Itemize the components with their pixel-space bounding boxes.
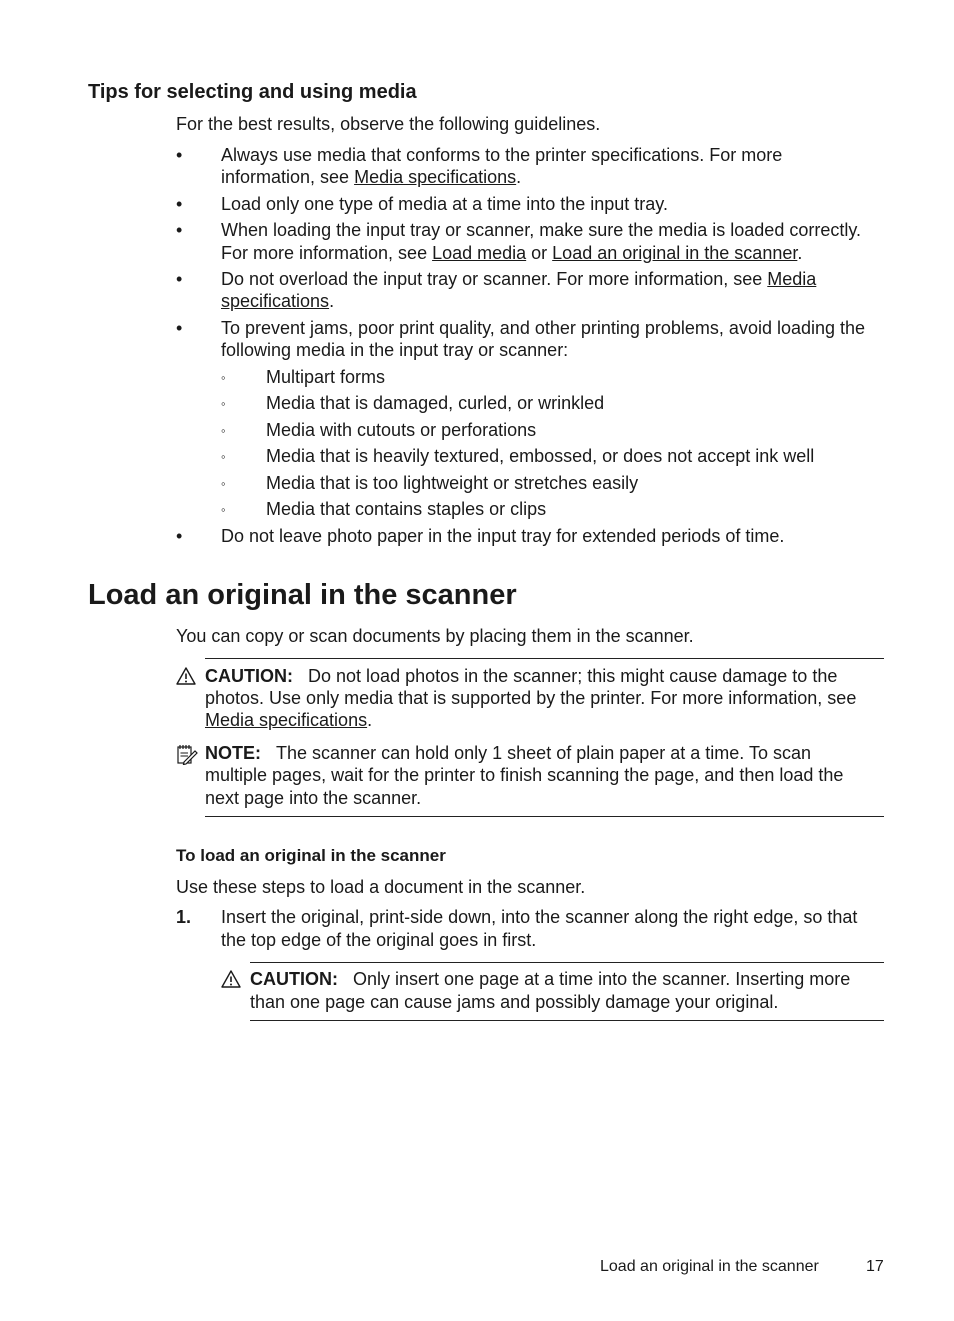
bullet-4-line-2 — [221, 290, 334, 313]
caution-line-2: photos. Use only media that is supported by the printer. For more information, see — [205, 688, 857, 708]
step-number: 1. — [176, 907, 192, 927]
tips-intro: For the best results, observe the following guidelines. — [176, 114, 601, 134]
note-line-2: multiple pages, wait for the printer to finish scanning the page, and then load the — [205, 765, 844, 785]
bullet-glyph: • — [176, 526, 183, 546]
sub-bullet-glyph: ◦ — [221, 502, 226, 517]
sub-bullet-item: Media with cutouts or perforations — [266, 420, 537, 440]
bullet-4-line-1 — [221, 268, 816, 291]
divider — [250, 962, 884, 963]
media-specifications-link[interactable]: Media specifications — [354, 167, 517, 187]
bullet-3-line-1: When loading the input tray or scanner, make sure the media is loaded correctly. — [221, 220, 862, 240]
bullet-5-line-2: following media in the input tray or scanner: — [221, 340, 569, 360]
sub-bullet-glyph: ◦ — [221, 396, 226, 411]
procedure-intro: Use these steps to load a document in the scanner. — [176, 877, 586, 897]
divider — [205, 658, 884, 659]
procedure-heading: To load an original in the scanner — [176, 846, 446, 865]
caution-line-3 — [205, 709, 372, 732]
bullet-glyph: • — [176, 145, 183, 165]
bullet-3-period: . — [797, 243, 803, 263]
sub-bullet-item: Media that is too lightweight or stretches easily — [266, 473, 639, 493]
caution-label: CAUTION: — [250, 969, 338, 989]
bullet-2: Load only one type of media at a time into the input tray. — [221, 194, 668, 214]
bullet-6: Do not leave photo paper in the input tray for extended periods of time. — [221, 526, 785, 546]
bullet-glyph: • — [176, 194, 183, 214]
page-title: Load an original in the scanner — [88, 579, 517, 611]
sub-bullet-item: Media that contains staples or clips — [266, 499, 547, 519]
bullet-1-line-2 — [221, 166, 521, 189]
bullet-1-line-1: Always use media that conforms to the printer specifications. For more — [221, 145, 783, 165]
bullet-glyph: • — [176, 220, 183, 240]
step-caution-line-1 — [250, 968, 850, 991]
note-label: NOTE: — [205, 743, 261, 763]
bullet-glyph: • — [176, 318, 183, 338]
sub-bullet-item: Multipart forms — [266, 367, 386, 387]
sub-bullet-item: Media that is damaged, curled, or wrinkled — [266, 393, 605, 413]
media-specifications-link[interactable]: Media specifications — [205, 710, 368, 730]
page-number: 17 — [866, 1258, 884, 1275]
sub-bullet-glyph: ◦ — [221, 476, 226, 491]
note-line-1 — [205, 742, 811, 765]
load-media-link[interactable]: Load media — [432, 243, 527, 263]
warning-icon — [176, 666, 196, 686]
divider — [205, 816, 884, 817]
step-caution-text: Only insert one page at a time into the scanner. Inserting more — [353, 969, 851, 989]
note-icon — [176, 743, 198, 765]
bullet-4-text: Do not overload the input tray or scanner. For more information, see — [221, 269, 768, 289]
bullet-1-period: . — [516, 167, 522, 187]
step-caution-line-2: than one page can cause jams and possibly damage your original. — [250, 992, 779, 1012]
step-1-line-1: Insert the original, print-side down, into the scanner along the right edge, so that — [221, 907, 858, 927]
footer-section-title: Load an original in the scanner — [600, 1258, 819, 1275]
caution-label: CAUTION: — [205, 666, 293, 686]
bullet-3-line-2 — [221, 242, 802, 265]
bullet-5-line-1: To prevent jams, poor print quality, and other printing problems, avoid loading the — [221, 318, 866, 338]
bullet-glyph: • — [176, 269, 183, 289]
warning-icon — [221, 969, 241, 989]
load-original-link[interactable]: Load an original in the scanner — [552, 243, 798, 263]
sub-bullet-glyph: ◦ — [221, 423, 226, 438]
caution-period: . — [367, 710, 373, 730]
media-specifications-link-part-2[interactable]: specifications — [221, 291, 330, 311]
bullet-3-text: For more information, see — [221, 243, 433, 263]
media-specifications-link-part-1[interactable]: Media — [767, 269, 817, 289]
section-heading-tips: Tips for selecting and using media — [88, 81, 417, 103]
bullet-3-or: or — [526, 243, 553, 263]
sub-bullet-glyph: ◦ — [221, 449, 226, 464]
sub-bullet-glyph: ◦ — [221, 370, 226, 385]
note-line-3: next page into the scanner. — [205, 788, 422, 808]
divider — [250, 1020, 884, 1021]
note-text: The scanner can hold only 1 sheet of plain paper at a time. To scan — [276, 743, 812, 763]
bullet-1-text: information, see — [221, 167, 355, 187]
caution-line-1 — [205, 665, 837, 688]
bullet-4-period: . — [329, 291, 335, 311]
sub-bullet-item: Media that is heavily textured, embossed, or does not accept ink well — [266, 446, 815, 466]
scanner-intro: You can copy or scan documents by placing them in the scanner. — [176, 626, 694, 646]
caution-text: Do not load photos in the scanner; this might cause damage to the — [308, 666, 838, 686]
step-1-line-2: the top edge of the original goes in first. — [221, 930, 537, 950]
